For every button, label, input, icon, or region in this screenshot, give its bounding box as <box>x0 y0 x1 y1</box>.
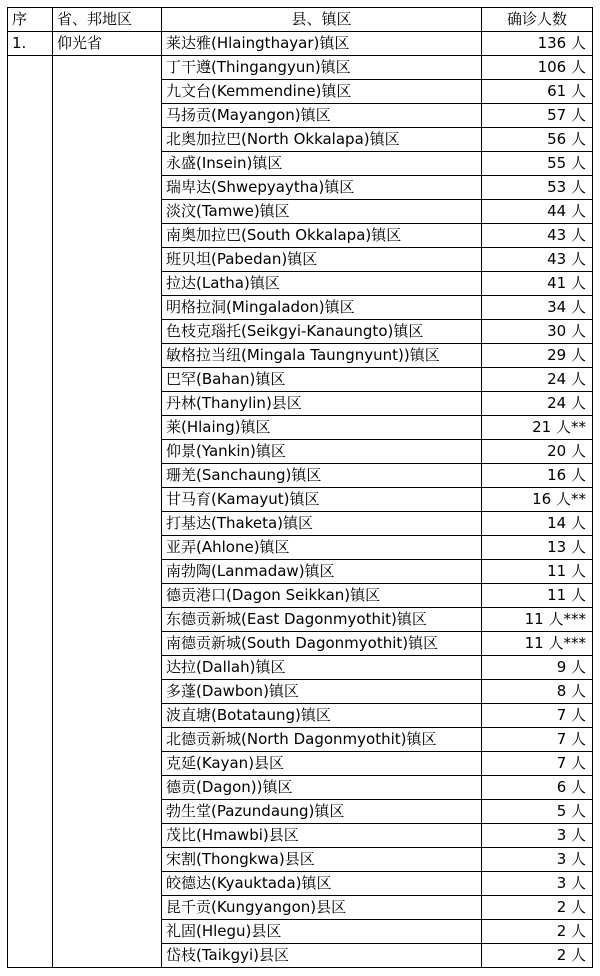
table-header-row <box>8 8 593 32</box>
seq-cell <box>8 824 53 848</box>
table-row <box>8 176 593 200</box>
header-seq: 序 <box>8 8 53 32</box>
province-cell <box>53 296 162 320</box>
seq-cell <box>8 224 53 248</box>
table-row <box>8 608 593 632</box>
count-cell: 11 人*** <box>482 632 593 656</box>
count-cell: 2 人 <box>482 896 593 920</box>
township-cell: 皎德达(Kyauktada)镇区 <box>162 872 482 896</box>
table-row <box>8 584 593 608</box>
township-cell: 甘马育(Kamayut)镇区 <box>162 488 482 512</box>
count-cell: 57 人 <box>482 104 593 128</box>
province-cell <box>53 704 162 728</box>
province-cell <box>53 392 162 416</box>
seq-cell <box>8 320 53 344</box>
table-row <box>8 536 593 560</box>
township-cell: 德贡港口(Dagon Seikkan)镇区 <box>162 584 482 608</box>
township-cell: 色枝克瑙托(Seikgyi-Kanaungto)镇区 <box>162 320 482 344</box>
table-row <box>8 680 593 704</box>
table-row <box>8 728 593 752</box>
seq-cell <box>8 488 53 512</box>
count-cell: 7 人 <box>482 728 593 752</box>
township-cell: 昆千贡(Kungyangon)县区 <box>162 896 482 920</box>
seq-cell <box>8 128 53 152</box>
seq-cell <box>8 248 53 272</box>
table-row <box>8 800 593 824</box>
table-row <box>8 272 593 296</box>
count-cell: 21 人** <box>482 416 593 440</box>
seq-cell <box>8 560 53 584</box>
province-cell <box>53 248 162 272</box>
province-cell <box>53 920 162 944</box>
table-row <box>8 776 593 800</box>
table-row <box>8 488 593 512</box>
seq-cell <box>8 80 53 104</box>
province-cell <box>53 152 162 176</box>
count-cell: 11 人 <box>482 560 593 584</box>
seq-cell <box>8 296 53 320</box>
table-row <box>8 224 593 248</box>
count-cell: 11 人*** <box>482 608 593 632</box>
seq-cell <box>8 200 53 224</box>
count-cell: 3 人 <box>482 824 593 848</box>
township-cell: 拉达(Latha)镇区 <box>162 272 482 296</box>
township-cell: 北德贡新城(North Dagonmyothit)镇区 <box>162 728 482 752</box>
seq-cell: 1. <box>8 32 53 56</box>
count-cell: 16 人 <box>482 464 593 488</box>
township-cell: 北奥加拉巴(North Okkalapa)镇区 <box>162 128 482 152</box>
township-cell: 莱达雅(Hlaingthayar)镇区 <box>162 32 482 56</box>
seq-cell <box>8 416 53 440</box>
table-row <box>8 848 593 872</box>
count-cell: 13 人 <box>482 536 593 560</box>
township-cell: 明格拉洞(Mingaladon)镇区 <box>162 296 482 320</box>
township-cell: 仰景(Yankin)镇区 <box>162 440 482 464</box>
table-row <box>8 200 593 224</box>
seq-cell <box>8 392 53 416</box>
table-row <box>8 392 593 416</box>
province-cell <box>53 344 162 368</box>
count-cell: 7 人 <box>482 704 593 728</box>
province-cell <box>53 200 162 224</box>
township-cell: 达拉(Dallah)镇区 <box>162 656 482 680</box>
table-row <box>8 944 593 968</box>
table-row <box>8 440 593 464</box>
header-township: 县、镇区 <box>162 8 482 32</box>
province-cell <box>53 104 162 128</box>
province-cell <box>53 416 162 440</box>
township-cell: 茂比(Hmawbi)县区 <box>162 824 482 848</box>
township-cell: 永盛(Insein)镇区 <box>162 152 482 176</box>
count-cell: 30 人 <box>482 320 593 344</box>
seq-cell <box>8 704 53 728</box>
township-cell: 德贡(Dagon))镇区 <box>162 776 482 800</box>
seq-cell <box>8 896 53 920</box>
table-row <box>8 248 593 272</box>
table-row <box>8 368 593 392</box>
township-cell: 亚弄(Ahlone)镇区 <box>162 536 482 560</box>
count-cell: 8 人 <box>482 680 593 704</box>
township-cell: 打基达(Thaketa)镇区 <box>162 512 482 536</box>
township-cell: 丁干遵(Thingangyun)镇区 <box>162 56 482 80</box>
seq-cell <box>8 728 53 752</box>
province-cell <box>53 464 162 488</box>
province-cell <box>53 656 162 680</box>
province-cell <box>53 56 162 80</box>
table-row <box>8 824 593 848</box>
seq-cell <box>8 632 53 656</box>
province-cell <box>53 488 162 512</box>
count-cell: 55 人 <box>482 152 593 176</box>
table-row <box>8 512 593 536</box>
count-cell: 7 人 <box>482 752 593 776</box>
table-row <box>8 80 593 104</box>
count-cell: 20 人 <box>482 440 593 464</box>
seq-cell <box>8 608 53 632</box>
province-cell <box>53 176 162 200</box>
township-cell: 敏格拉当纽(Mingala Taungnyunt))镇区 <box>162 344 482 368</box>
count-cell: 44 人 <box>482 200 593 224</box>
count-cell: 14 人 <box>482 512 593 536</box>
province-cell <box>53 800 162 824</box>
township-cell: 克延(Kayan)县区 <box>162 752 482 776</box>
count-cell: 24 人 <box>482 392 593 416</box>
table-row <box>8 896 593 920</box>
seq-cell <box>8 584 53 608</box>
cases-table <box>7 7 593 968</box>
count-cell: 136 人 <box>482 32 593 56</box>
count-cell: 9 人 <box>482 656 593 680</box>
township-cell: 九文台(Kemmendine)镇区 <box>162 80 482 104</box>
table-row <box>8 296 593 320</box>
province-cell <box>53 608 162 632</box>
seq-cell <box>8 680 53 704</box>
township-cell: 淡汶(Tamwe)镇区 <box>162 200 482 224</box>
count-cell: 61 人 <box>482 80 593 104</box>
province-cell <box>53 320 162 344</box>
province-cell <box>53 128 162 152</box>
count-cell: 41 人 <box>482 272 593 296</box>
township-cell: 珊羌(Sanchaung)镇区 <box>162 464 482 488</box>
seq-cell <box>8 440 53 464</box>
province-cell <box>53 560 162 584</box>
table-row <box>8 752 593 776</box>
township-cell: 波直塘(Botataung)镇区 <box>162 704 482 728</box>
township-cell: 岱枝(Taikgyi)县区 <box>162 944 482 968</box>
count-cell: 34 人 <box>482 296 593 320</box>
seq-cell <box>8 776 53 800</box>
province-cell <box>53 368 162 392</box>
table-row <box>8 464 593 488</box>
province-cell <box>53 680 162 704</box>
count-cell: 106 人 <box>482 56 593 80</box>
seq-cell <box>8 800 53 824</box>
count-cell: 24 人 <box>482 368 593 392</box>
count-cell: 53 人 <box>482 176 593 200</box>
province-cell <box>53 224 162 248</box>
seq-cell <box>8 872 53 896</box>
count-cell: 56 人 <box>482 128 593 152</box>
seq-cell <box>8 272 53 296</box>
township-cell: 礼固(Hlegu)县区 <box>162 920 482 944</box>
count-cell: 43 人 <box>482 224 593 248</box>
seq-cell <box>8 464 53 488</box>
count-cell: 3 人 <box>482 872 593 896</box>
province-cell <box>53 872 162 896</box>
seq-cell <box>8 920 53 944</box>
table-row <box>8 920 593 944</box>
province-cell <box>53 584 162 608</box>
header-count: 确诊人数 <box>482 8 593 32</box>
seq-cell <box>8 104 53 128</box>
table-row <box>8 416 593 440</box>
township-cell: 多蓬(Dawbon)镇区 <box>162 680 482 704</box>
township-cell: 巴罕(Bahan)镇区 <box>162 368 482 392</box>
count-cell: 16 人** <box>482 488 593 512</box>
count-cell: 43 人 <box>482 248 593 272</box>
table-row <box>8 320 593 344</box>
province-cell <box>53 80 162 104</box>
seq-cell <box>8 512 53 536</box>
seq-cell <box>8 344 53 368</box>
province-cell <box>53 896 162 920</box>
seq-cell <box>8 368 53 392</box>
province-cell <box>53 728 162 752</box>
province-cell <box>53 440 162 464</box>
seq-cell <box>8 152 53 176</box>
count-cell: 2 人 <box>482 920 593 944</box>
table-row <box>8 344 593 368</box>
province-cell <box>53 824 162 848</box>
township-cell: 莱(Hlaing)镇区 <box>162 416 482 440</box>
seq-cell <box>8 176 53 200</box>
count-cell: 5 人 <box>482 800 593 824</box>
province-cell <box>53 848 162 872</box>
province-cell <box>53 776 162 800</box>
table-row <box>8 152 593 176</box>
province-cell <box>53 272 162 296</box>
table-row <box>8 128 593 152</box>
province-cell <box>53 512 162 536</box>
count-cell: 29 人 <box>482 344 593 368</box>
province-cell <box>53 752 162 776</box>
table-row <box>8 656 593 680</box>
province-cell <box>53 536 162 560</box>
township-cell: 东德贡新城(East Dagonmyothit)镇区 <box>162 608 482 632</box>
table-row <box>8 56 593 80</box>
township-cell: 班贝坦(Pabedan)镇区 <box>162 248 482 272</box>
township-cell: 勃生堂(Pazundaung)镇区 <box>162 800 482 824</box>
township-cell: 马扬贡(Mayangon)镇区 <box>162 104 482 128</box>
seq-cell <box>8 752 53 776</box>
table-row <box>8 104 593 128</box>
count-cell: 11 人 <box>482 584 593 608</box>
seq-cell <box>8 656 53 680</box>
table-body <box>8 32 593 968</box>
table-row <box>8 560 593 584</box>
count-cell: 3 人 <box>482 848 593 872</box>
seq-cell <box>8 536 53 560</box>
seq-cell <box>8 944 53 968</box>
township-cell: 瑞卑达(Shwepyaytha)镇区 <box>162 176 482 200</box>
seq-cell <box>8 848 53 872</box>
table-row <box>8 32 593 56</box>
seq-cell <box>8 56 53 80</box>
township-cell: 南奥加拉巴(South Okkalapa)镇区 <box>162 224 482 248</box>
count-cell: 6 人 <box>482 776 593 800</box>
township-cell: 南勃陶(Lanmadaw)镇区 <box>162 560 482 584</box>
province-cell <box>53 944 162 968</box>
township-cell: 丹林(Thanylin)县区 <box>162 392 482 416</box>
township-cell: 宋割(Thongkwa)县区 <box>162 848 482 872</box>
table-row <box>8 872 593 896</box>
table-row <box>8 632 593 656</box>
province-cell: 仰光省 <box>53 32 162 56</box>
province-cell <box>53 632 162 656</box>
count-cell: 2 人 <box>482 944 593 968</box>
township-cell: 南德贡新城(South Dagonmyothit)镇区 <box>162 632 482 656</box>
table-row <box>8 704 593 728</box>
header-province: 省、邦地区 <box>53 8 162 32</box>
